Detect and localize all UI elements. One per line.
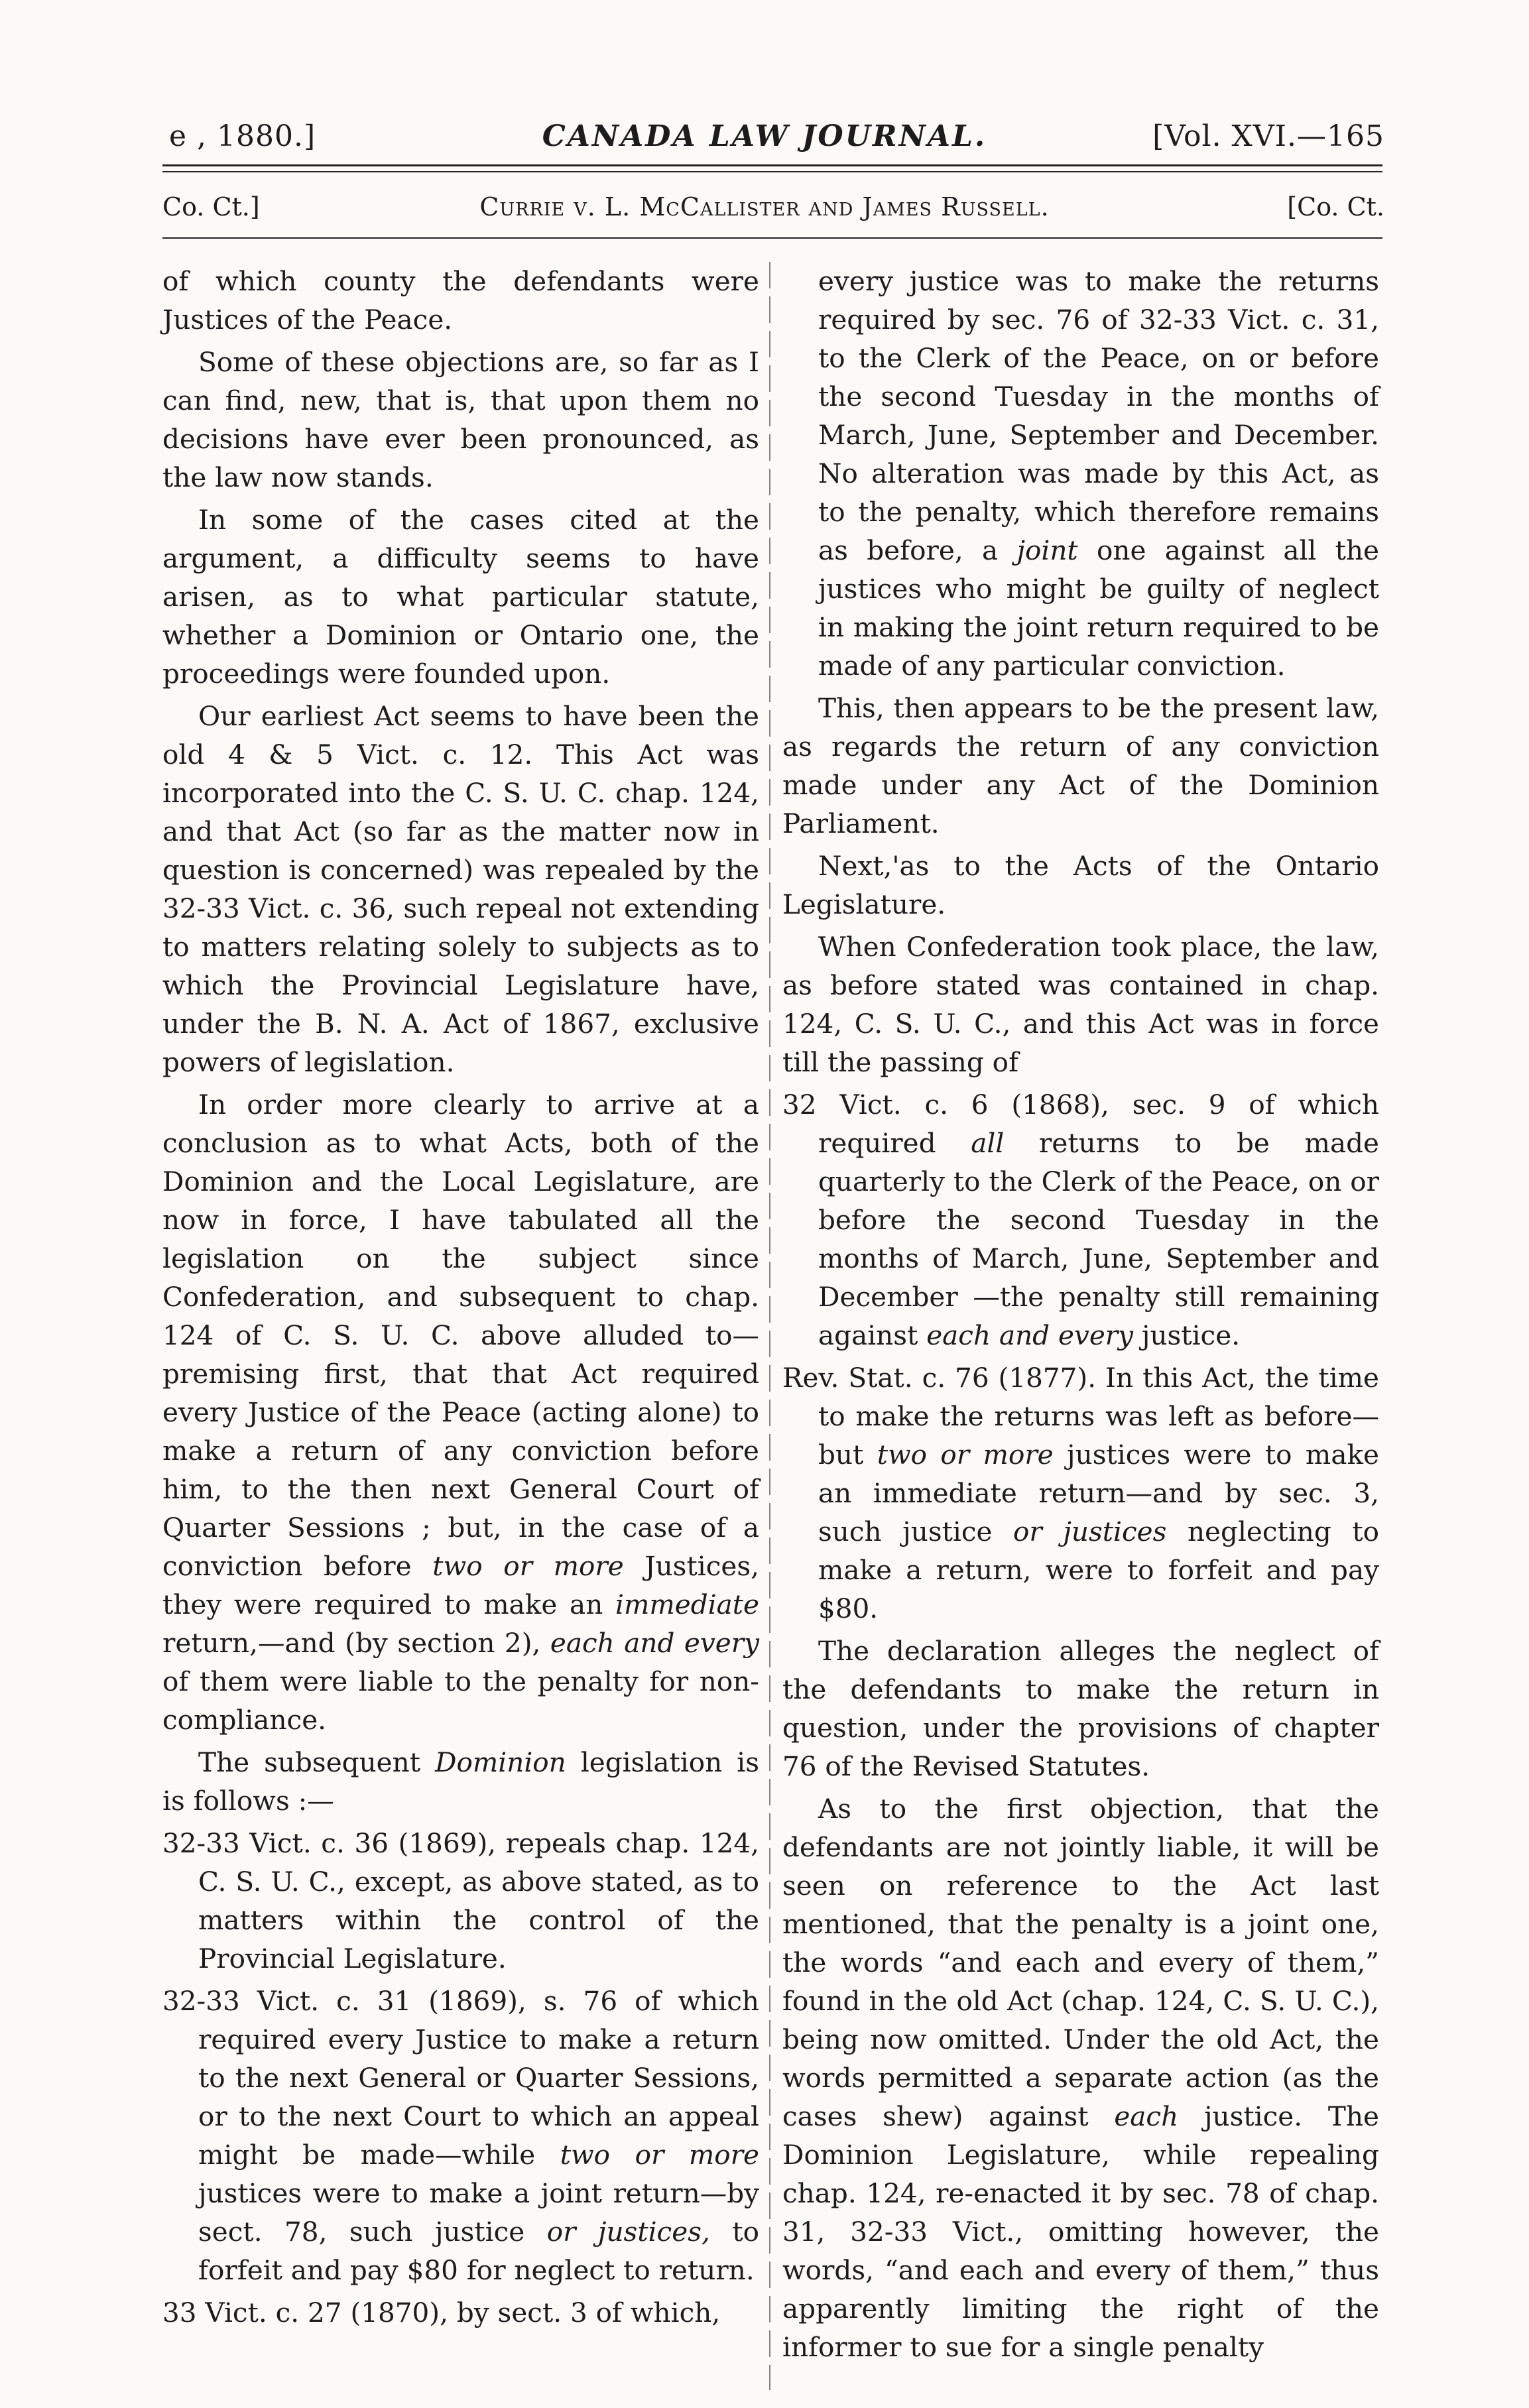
court-label-left: Co. Ct.] xyxy=(162,192,260,221)
paragraph: As to the first objection, that the defendants are not jointly liable, it will be seen on reference to the Act last mentioned, that the penalty is a joint one, the words “and each and every of them,” found in the old Act (chap. 124, C. S. U. C.), being now omitted. Under the old Act, the words permitted a separate action (as the cases shew) against each justice. The Dominion Legislature, while repealing chap. 124, re-enacted it by sec. 78 of chap. 31, 32-33 Vict., omitting however, the words, “and each and every of them,” thus apparently limiting the right of the informer to sue for a single penalty xyxy=(782,1793,1379,2363)
paragraph: Our earliest Act seems to have been the old 4 & 5 Vict. c. 12. This Act was incorporated into the C. S. U. C. chap. 124, and that Act (so far as the matter now in question is concerned) was repealed by the 32-33 Vict. c. 36, such repeal not extending to matters relating solely to subjects as to which the Provincial Legislature have, under the B. N. A. Act of 1867, exclusive powers of legislation. xyxy=(162,700,759,1078)
running-header-title: CANADA LAW JOURNAL. xyxy=(542,119,987,153)
statute-entry-continued: every justice was to make the returns required by sec. 76 of 32-33 Vict. c. 31, to the Clerk of the Peace, on or before the second Tuesday in the months of March, June, September and December. No alteration was made by this Act, as to the penalty, which therefore remains as before, a joint one against all the justices who might be guilty of neglect in making the joint return required to be made of any particular conviction. xyxy=(818,265,1380,682)
statute-entry: Rev. Stat. c. 76 (1877). In this Act, the time to make the returns was left as before—but two or more justices were to make an immediate return—and by sec. 3, such justice or justices neglecting to make a return, were to forfeit and pay $80. xyxy=(782,1362,1379,1624)
paragraph: When Confederation took place, the law, as before stated was contained in chap. 124, C. S. U. C., and this Act was in force till the passing of xyxy=(782,931,1379,1078)
right-column xyxy=(782,262,1379,2370)
statute-entry: 32-33 Vict. c. 31 (1869), s. 76 of which required every Justice to make a return to the next General or Quarter Sessions, or to the next Court to which an appeal might be made—while two or more justices were to make a joint return—by sect. 78, such justice or justices, to forfeit and pay $80 for neglect to return. xyxy=(162,1985,759,2286)
case-title: Currie v. L. McCallister and James Russell. xyxy=(479,192,1050,221)
statute-entry: 32-33 Vict. c. 36 (1869), repeals chap. 124, C. S. U. C., except, as above stated, as to matters within the control of the Provincial Legislature. xyxy=(162,1827,759,1974)
paragraph: In some of the cases cited at the argument, a difficulty seems to have arisen, as to what particular statute, whether a Dominion or Ontario one, the proceedings were founded upon. xyxy=(162,504,759,690)
paragraph: Next,'as to the Acts of the Ontario Legislature. xyxy=(782,850,1379,920)
paragraph: This, then appears to be the present law, as regards the return of any conviction made under any Act of the Dominion Parliament. xyxy=(782,692,1379,839)
statute-entry: 33 Vict. c. 27 (1870), by sect. 3 of which, xyxy=(162,2297,721,2328)
court-label-right: [Co. Ct. xyxy=(1287,192,1384,221)
running-header-date: e , 1880.] xyxy=(169,119,316,153)
paragraph: In order more clearly to arrive at a conclusion as to what Acts, both of the Dominion and the Local Legislature, are now in force, I have tabulated all the legislation on the subject since Confederation, and subsequent to chap. 124 of C. S. U. C. above alluded to—premising first, that that Act required every Justice of the Peace (acting alone) to make a return of any conviction before him, to the then next General Court of Quarter Sessions ; but, in the case of a conviction before two or more Justices, they were required to make an immediate return,—and (by section 2), each and every of them were liable to the penalty for non-compliance. xyxy=(162,1089,760,1736)
paragraph: Some of these objections are, so far as I can find, new, that is, that upon them no decisions have ever been pronounced, as the law now stands. xyxy=(162,346,759,493)
left-column xyxy=(162,262,759,2336)
column-divider xyxy=(769,262,770,2390)
paragraph: of which county the defendants were Justices of the Peace. xyxy=(162,265,759,335)
running-header-volume-page: [Vol. XVI.—165 xyxy=(1152,119,1384,153)
paragraph: The declaration alleges the neglect of the defendants to make the return in question, under the provisions of chapter 76 of the Revised Statutes. xyxy=(782,1635,1379,1782)
statute-entry: 32 Vict. c. 6 (1868), sec. 9 of which required all returns to be made quarterly to the Clerk of the Peace, on or before the second Tuesday in the months of March, June, September and December —the penalty still remaining against each and every justice. xyxy=(782,1089,1380,1351)
subheader-rule xyxy=(162,237,1382,239)
header-rule-thick xyxy=(162,164,1382,166)
paragraph: The subsequent Dominion legislation is is follows :— xyxy=(162,1746,759,1817)
header-rule-thin xyxy=(162,171,1382,172)
